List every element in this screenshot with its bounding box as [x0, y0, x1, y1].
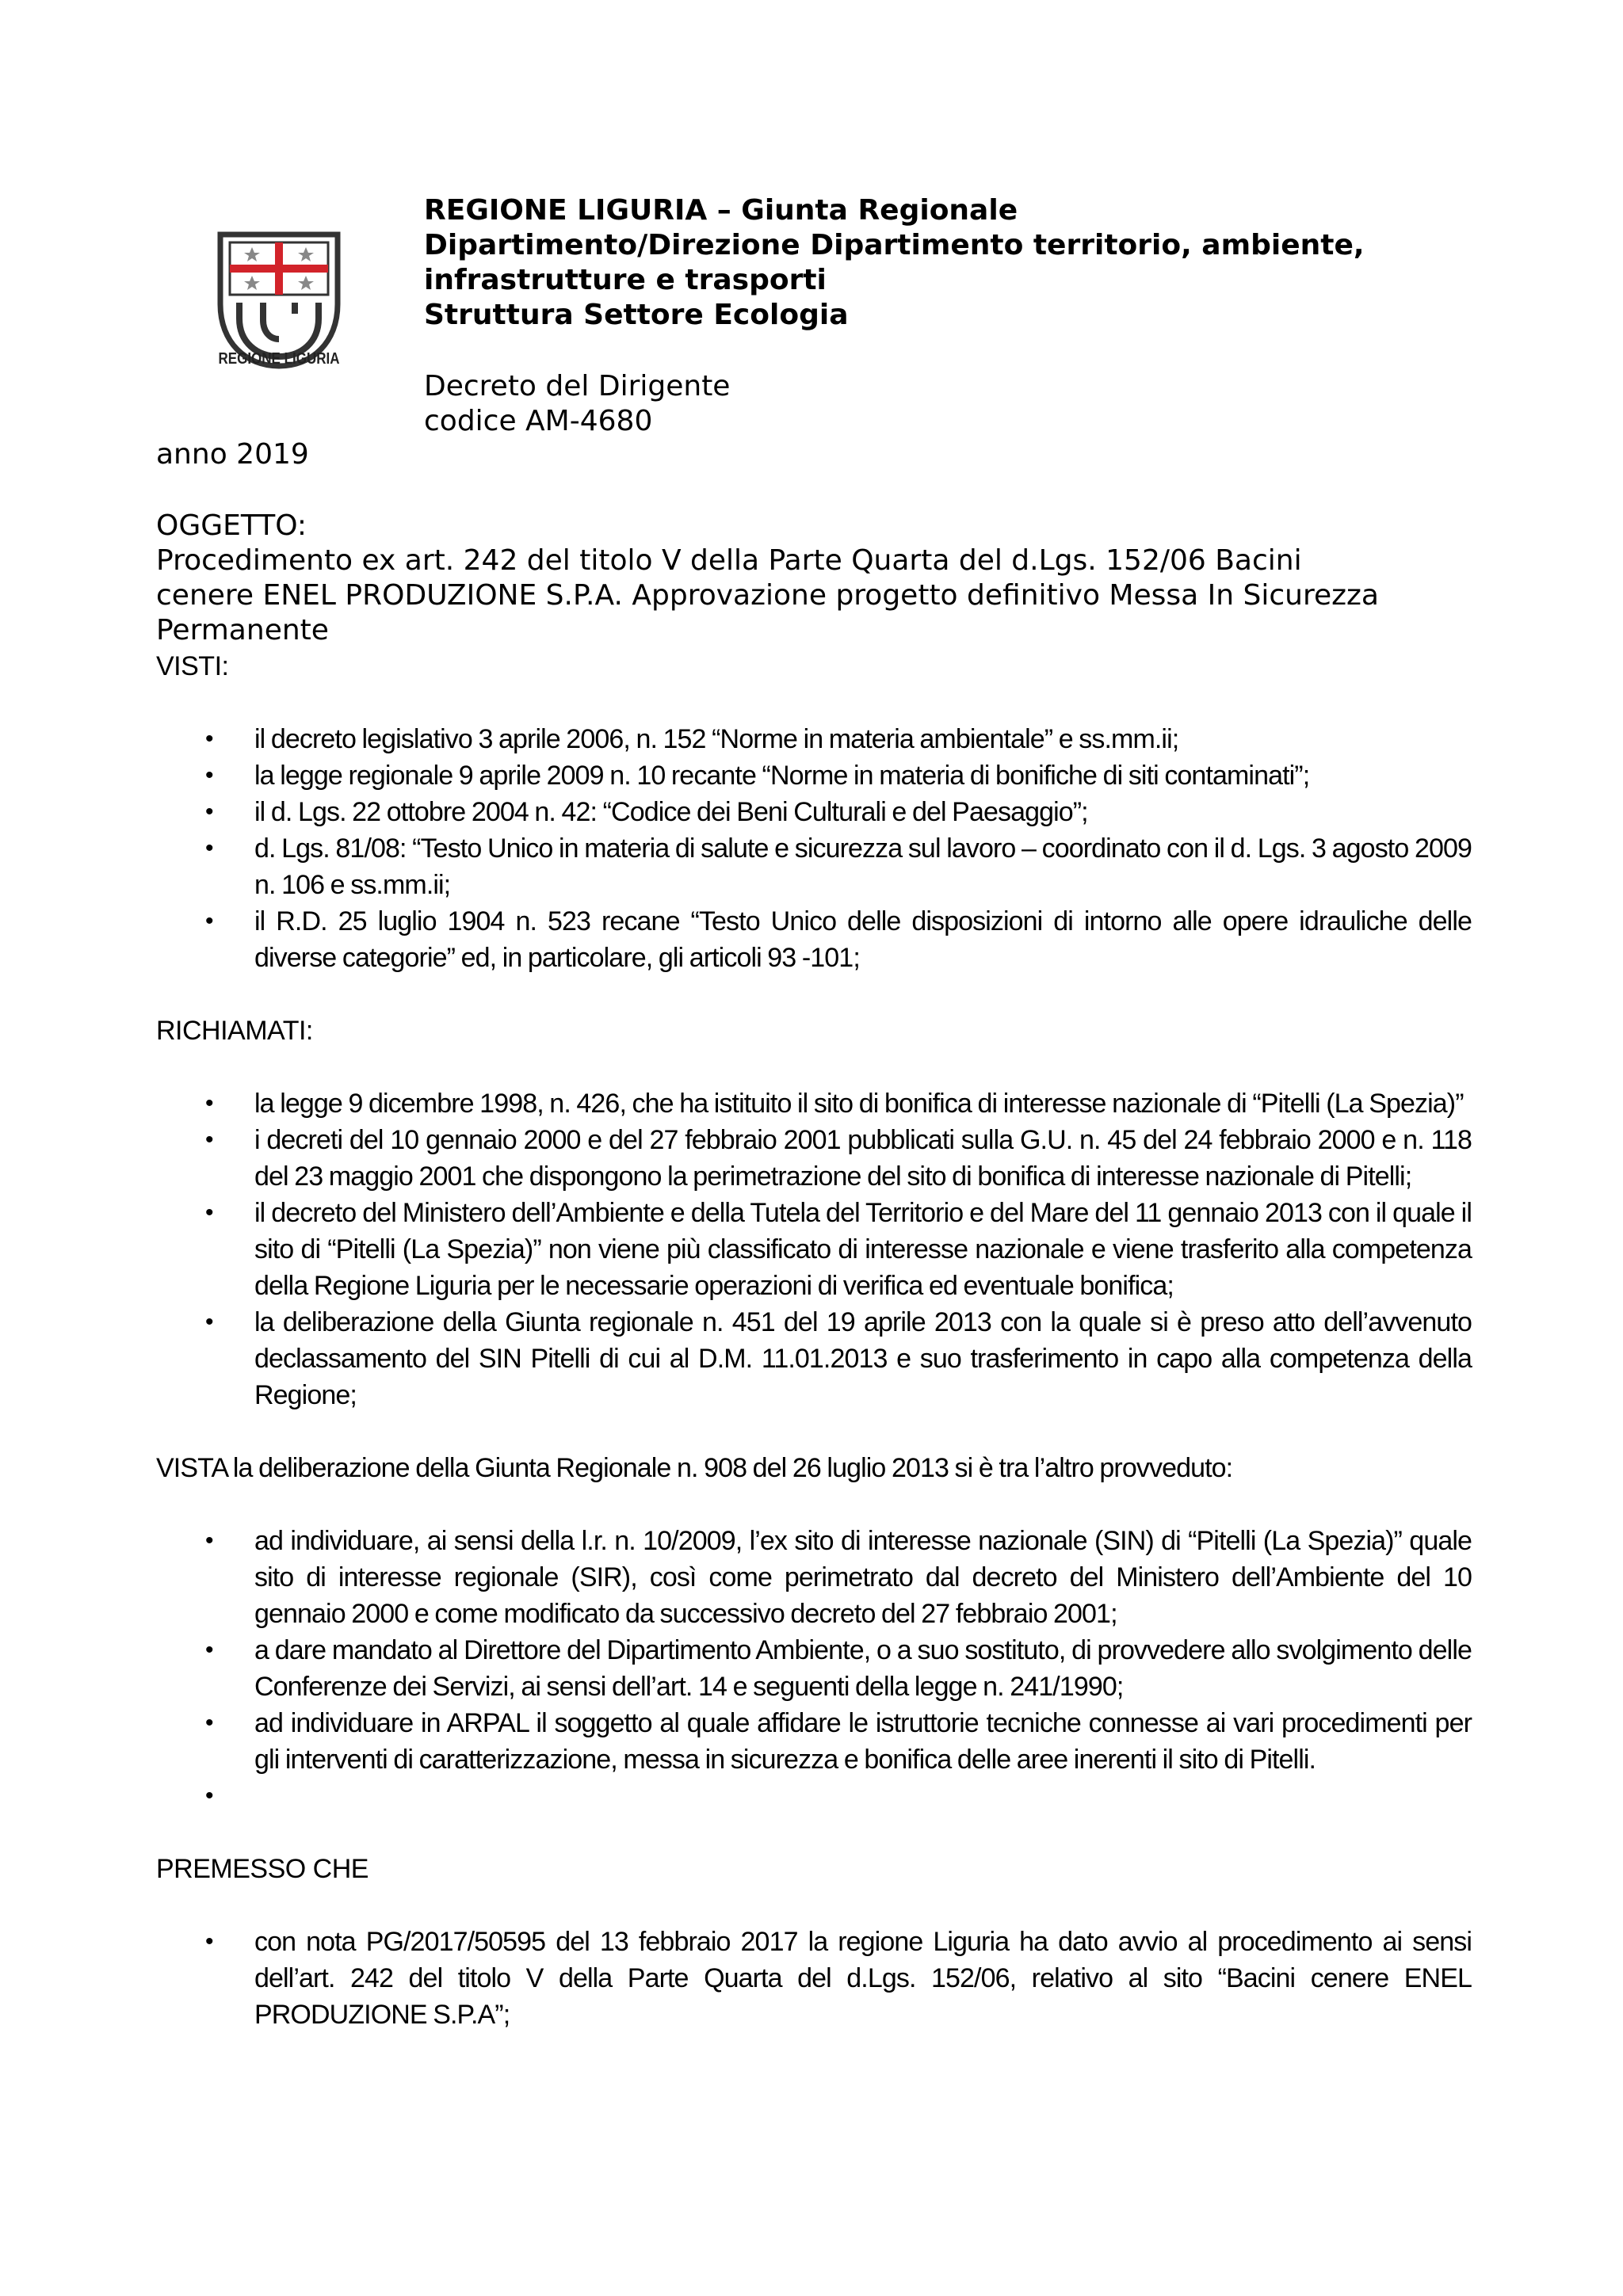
- decreto-block: [424, 369, 730, 439]
- header-line-3: infrastrutture e trasporti: [424, 264, 827, 296]
- list-item: • il decreto del Ministero dell’Ambiente e della Tutela del Territorio e del Mare del 11 gennaio 2013 con il quale il sito di “Pitelli (La Spezia)” non viene più classificato di interesse nazionale e viene trasferito alla competenza della Regione Liguria per le necessarie operazioni di verifica ed eventuale bonifica;: [156, 1195, 1472, 1304]
- bullet-icon: •: [205, 1199, 213, 1226]
- bullet-icon: •: [205, 762, 213, 788]
- bullet-icon: •: [205, 1783, 213, 1809]
- oggetto-block: [156, 509, 1495, 648]
- bullet-icon: •: [205, 1710, 213, 1736]
- bullet-icon: •: [205, 1127, 213, 1153]
- oggetto-label: OGGETTO:: [156, 509, 307, 542]
- bullet-icon: •: [205, 1928, 213, 1955]
- visti-label: VISTI:: [156, 651, 229, 681]
- list-item: • a dare mandato al Direttore del Dipartimento Ambiente, o a suo sostituto, di provvedere allo svolgimento delle Conferenze dei Servizi, ai sensi dell’art. 14 e seguenti della legge n. 241/1990;: [156, 1632, 1472, 1705]
- list-item: • il decreto legislativo 3 aprile 2006, n. 152 “Norme in materia ambientale” e ss.mm.ii;: [156, 721, 1472, 757]
- vista-list: [156, 1523, 1472, 1814]
- list-item: • i decreti del 10 gennaio 2000 e del 27 febbraio 2001 pubblicati sulla G.U. n. 45 del 24 febbraio 2000 e n. 118 del 23 maggio 2001 che dispongono la perimetrazione del sito di bonifica di interesse nazionale di Pitelli;: [156, 1122, 1472, 1195]
- list-item: • ad individuare in ARPAL il soggetto al quale affidare le istruttorie tecniche connesse ai vari procedimenti per gli interventi di caratterizzazione, messa in sicurezza e bonifica delle aree inerenti il sito di Pitelli.: [156, 1705, 1472, 1778]
- logo-caption: REGIONE LIGURIA: [218, 350, 340, 368]
- list-item: • il d. Lgs. 22 ottobre 2004 n. 42: “Codice dei Beni Culturali e del Paesaggio”;: [156, 794, 1472, 830]
- list-item: [156, 1778, 1472, 1814]
- decreto-title: Decreto del Dirigente: [424, 370, 731, 402]
- bullet-icon: •: [205, 1637, 213, 1663]
- bullet-icon: •: [205, 1309, 213, 1335]
- bullet-icon: •: [205, 835, 213, 861]
- bullet-icon: •: [205, 726, 213, 752]
- list-item: • d. Lgs. 81/08: “Testo Unico in materia di salute e sicurezza sul lavoro – coordinato con il d. Lgs. 3 agosto 2009 n. 106 e ss.mm.ii;: [156, 830, 1472, 903]
- bullet-icon: •: [205, 1527, 213, 1554]
- bullet-icon: •: [205, 908, 213, 934]
- document-body: [156, 648, 1472, 2033]
- list-item: • la deliberazione della Giunta regionale n. 451 del 19 aprile 2013 con la quale si è preso atto dell’avvenuto declassamento del SIN Pitelli di cui al D.M. 11.01.2013 e suo trasferimento in capo alla competenza della Regione;: [156, 1304, 1472, 1413]
- document-header: [424, 193, 1581, 333]
- list-item: • con nota PG/2017/50595 del 13 febbraio 2017 la regione Liguria ha dato avvio al procedimento ai sensi dell’art. 242 del titolo V della Parte Quarta del d.Lgs. 152/06, relativo al sito “Bacini cenere ENEL PRODUZIONE S.P.A”;: [156, 1924, 1472, 2033]
- decreto-anno: anno 2019: [156, 438, 309, 471]
- list-item: • la legge regionale 9 aprile 2009 n. 10 recante “Norme in materia di bonifiche di siti contaminati”;: [156, 757, 1472, 794]
- bullet-icon: •: [205, 1090, 213, 1116]
- richiamati-list: [156, 1085, 1472, 1413]
- oggetto-line-1: Procedimento ex art. 242 del titolo V della Parte Quarta del d.Lgs. 152/06 Bacini: [156, 544, 1302, 577]
- bullet-icon: •: [205, 799, 213, 825]
- list-item: • la legge 9 dicembre 1998, n. 426, che ha istituito il sito di bonifica di interesse nazionale di “Pitelli (La Spezia)”: [156, 1085, 1472, 1122]
- vista-paragraph: VISTA la deliberazione della Giunta Regionale n. 908 del 26 luglio 2013 si è tra l’altro provveduto:: [156, 1453, 1233, 1483]
- list-item: • ad individuare, ai sensi della l.r. n. 10/2009, l’ex sito di interesse nazionale (SIN) di “Pitelli (La Spezia)” quale sito di interesse regionale (SIR), così come perimetrato dal decreto del Ministero dell’Ambiente del 10 gennaio 2000 e come modificato da successivo decreto del 27 febbraio 2001;: [156, 1523, 1472, 1632]
- oggetto-line-3: Permanente: [156, 614, 329, 646]
- visti-list: [156, 721, 1472, 976]
- decreto-codice: codice AM-4680: [424, 405, 653, 437]
- richiamati-label: RICHIAMATI:: [156, 1016, 313, 1046]
- list-item: • il R.D. 25 luglio 1904 n. 523 recane “Testo Unico delle disposizioni di intorno alle opere idrauliche delle diverse categorie” ed, in particolare, gli articoli 93 -101;: [156, 903, 1472, 976]
- header-line-2: Dipartimento/Direzione Dipartimento territorio, ambiente,: [424, 229, 1365, 261]
- premesso-label: PREMESSO CHE: [156, 1854, 369, 1884]
- premesso-list: [156, 1924, 1472, 2033]
- header-line-4: Struttura Settore Ecologia: [424, 299, 849, 331]
- oggetto-line-2: cenere ENEL PRODUZIONE S.P.A. Approvazione progetto definitivo Messa In Sicurezza: [156, 579, 1379, 612]
- header-line-1: REGIONE LIGURIA – Giunta Regionale: [424, 194, 1018, 227]
